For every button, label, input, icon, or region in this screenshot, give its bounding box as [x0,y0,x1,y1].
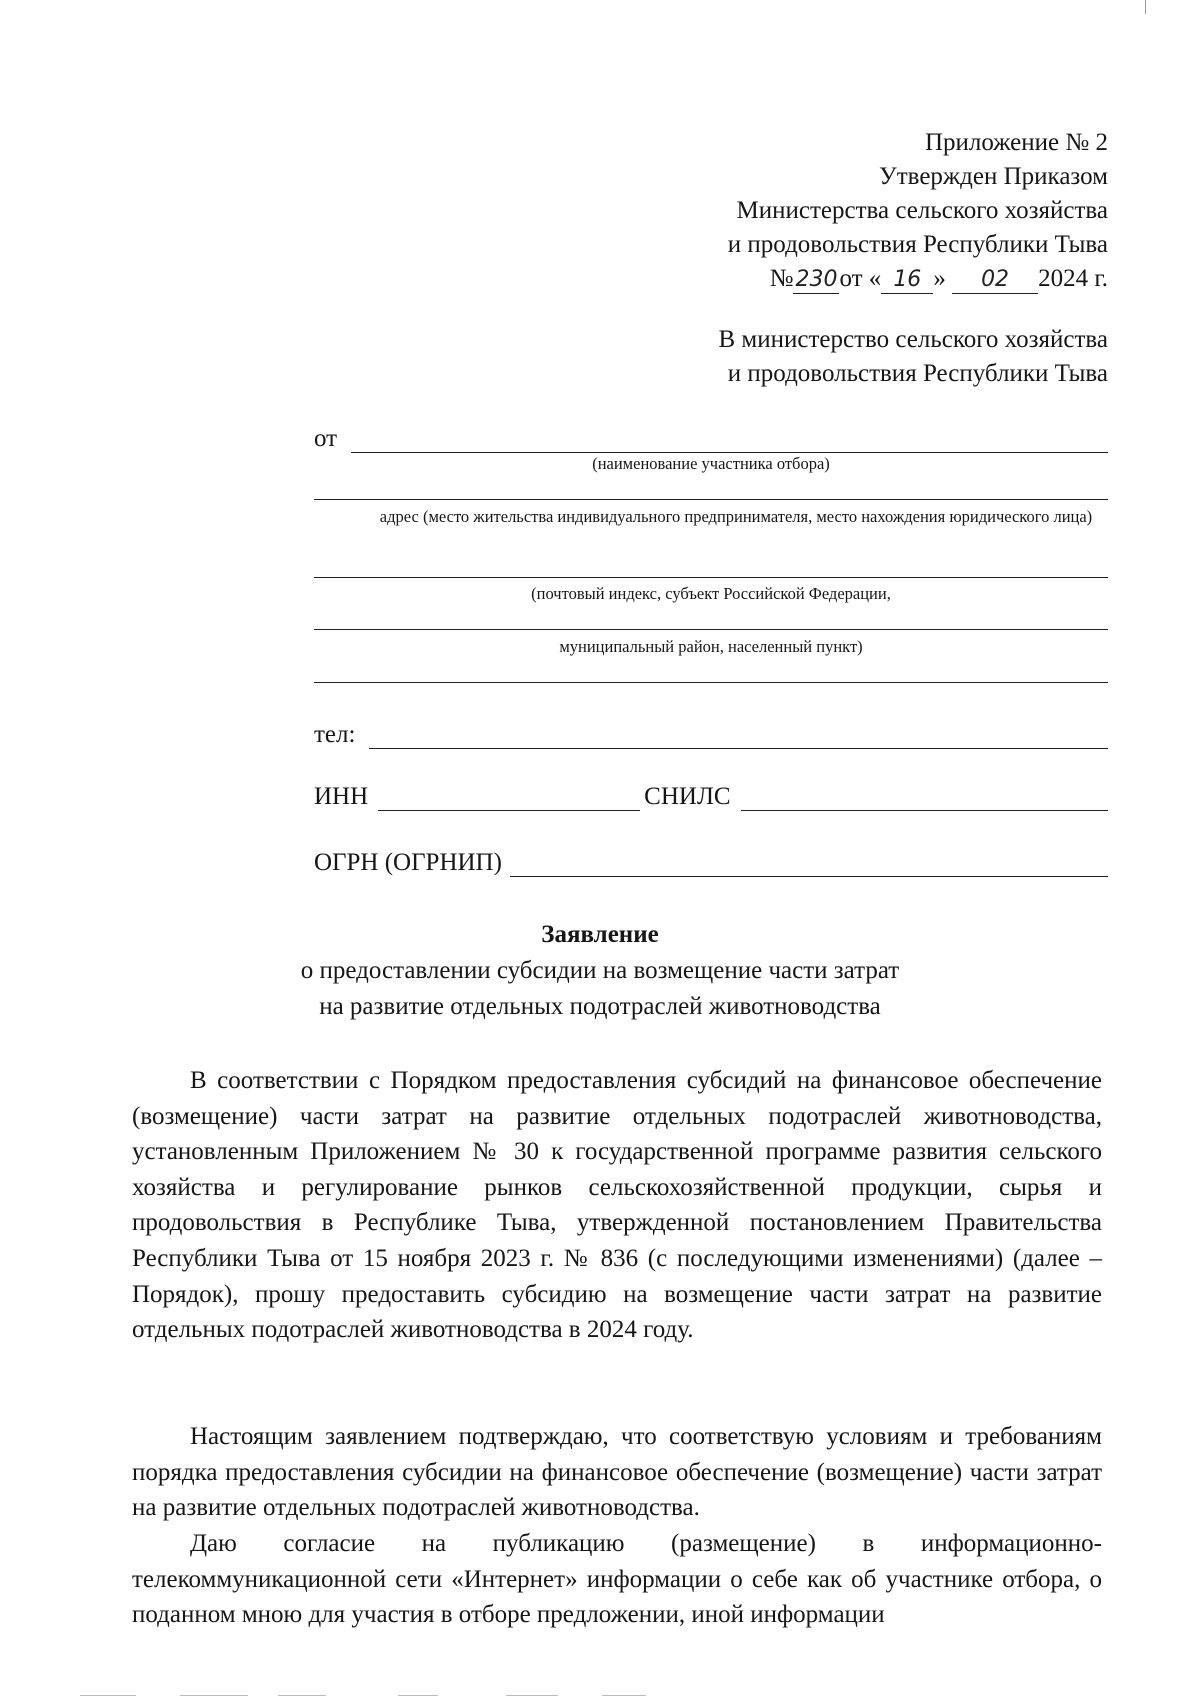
scan-mark [278,1695,326,1696]
statement-subtitle-2: на развитие отдельных подотраслей животноводства [319,993,881,1020]
order-month-handwritten: 02 [952,267,1038,294]
phone-row [314,721,1108,749]
scan-mark [180,1695,248,1696]
address-caption: адрес (место жительства индивидуального предпринимателя, место нахождения юридического лица) [379,507,1093,526]
from-field-row [314,425,1108,453]
order-number-handwritten: 230 [795,267,838,292]
inn-snils-row [314,783,1108,811]
municipal-caption: муниципальный район, населенный пункт) [559,637,863,656]
municipal-field-line[interactable] [314,629,1108,630]
order-year: 2024 г. [1038,265,1108,292]
phone-label: тел: [314,721,356,748]
postal-caption: (почтовый индекс, субъект Российской Федерации, [531,584,891,603]
ministry-line-1: Министерства сельского хозяйства [736,197,1108,224]
scan-mark [398,1695,438,1696]
scan-mark [80,1695,136,1696]
order-day-handwritten: 16 [881,267,933,294]
participant-name-field[interactable] [351,428,1108,453]
statement-title [160,917,1040,1025]
extra-address-line[interactable] [314,682,1108,683]
scan-mark [602,1695,646,1696]
body-paragraph-3: Даю согласие на публикацию (размещение) в информационно-телекоммуникационной сети «Интернет» информации о себе как об участнике отбора, о поданном мною для участия в отборе предложении, иной информации [132,1530,1102,1629]
address-field-line[interactable] [314,499,1108,500]
body-paragraph-1: В соответствии с Порядком предоставления субсидий на финансовое обеспечение (возмещение) части затрат на развитие отдельных подотраслей животноводства, установленным Приложением № 30 к государственной программе развития сельского хозяйства и регулирование рынков сельскохозяйственной продукции, сырья и продовольствия в Республике Тыва, утвержденной постановлением Правительства Республики Тыва от 15 ноября 2023 г. № 836 (с последующими изменениями) (далее – Порядок), прошу предоставить субсидию на возмещение части затрат на развитие отдельных подотраслей животноводства в 2024 году. [132,1067,1102,1344]
from-label: от [314,425,338,452]
ogrn-label: ОГРН (ОГРНИП) [314,849,502,876]
appendix-header [728,126,1108,296]
ministry-line-2: и продовольствия Республики Тыва [727,231,1108,258]
ogrn-row [314,849,1108,877]
inn-field[interactable] [378,786,640,811]
participant-caption: (наименование участника отбора) [592,454,830,473]
body-paragraph-2: Настоящим заявлением подтверждаю, что соответствую условиям и требованиям порядка предоставления субсидии на финансовое обеспечение (возмещение) части затрат на развитие отдельных подотраслей животноводства. [132,1423,1102,1522]
postal-field-line[interactable] [314,577,1108,578]
snils-label: СНИЛС [644,783,731,810]
scan-mark [506,1695,558,1696]
approved-by-order: Утвержден Приказом [879,163,1108,190]
snils-field[interactable] [741,786,1108,811]
order-quote-close: » [933,265,946,292]
appendix-number: Приложение № 2 [924,129,1108,156]
order-prefix: № [769,265,794,292]
scan-edge-mark [1145,0,1147,14]
addressee-block [718,323,1108,391]
statement-subtitle-1: о предоставлении субсидии на возмещение части затрат [300,957,900,984]
order-number-line [728,262,1108,296]
inn-label: ИНН [314,783,369,810]
ogrn-field[interactable] [510,852,1108,877]
addressee-line-1: В министерство сельского хозяйства [718,326,1108,353]
statement-heading: Заявление [541,921,659,948]
phone-field[interactable] [369,724,1108,749]
order-from: от « [839,265,882,292]
addressee-line-2: и продовольствия Республики Тыва [727,360,1108,387]
